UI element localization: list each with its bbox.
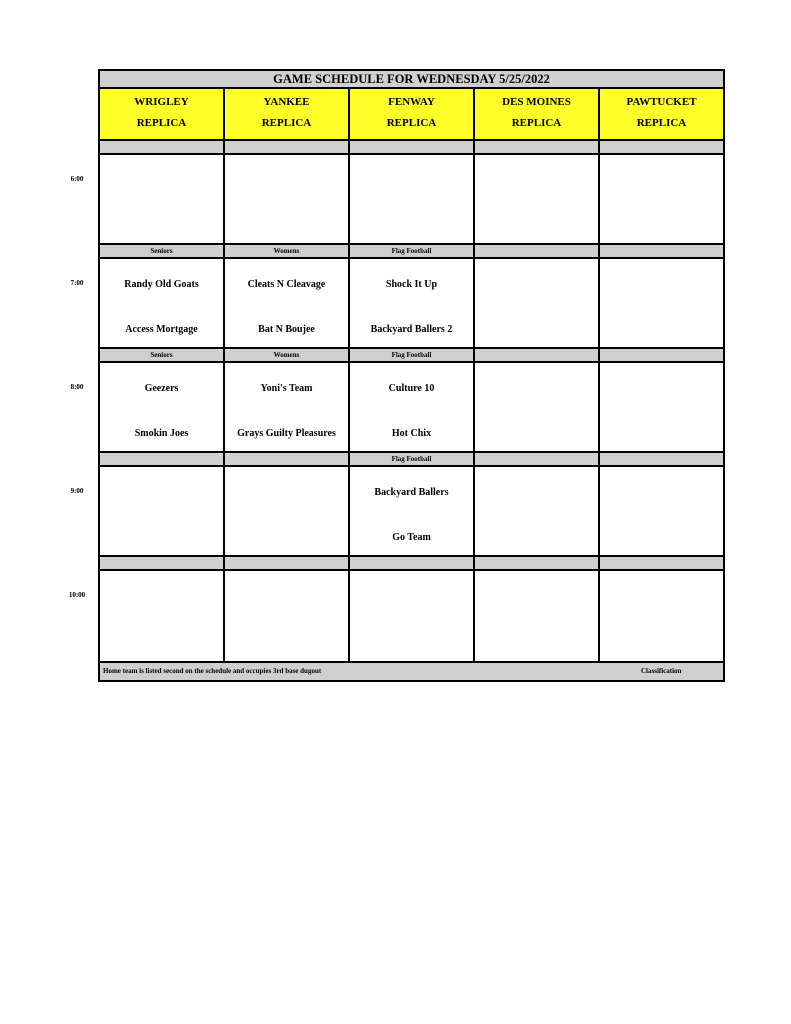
game-cell [100, 467, 225, 557]
division-label [600, 453, 723, 467]
game-cell [600, 363, 723, 453]
game-cell [475, 259, 600, 349]
division-label [475, 557, 600, 571]
visiting-team: Cleats N Cleavage [247, 279, 326, 290]
game-cell [600, 259, 723, 349]
venue-sub: REPLICA [511, 117, 562, 129]
game-cell [225, 363, 350, 453]
game-cell [600, 571, 723, 663]
division-label [475, 349, 600, 363]
home-team: Backyard Ballers 2 [370, 324, 453, 335]
visiting-team: Yoni's Team [260, 383, 313, 394]
division-label: Seniors [100, 349, 225, 363]
division-label: Womens [225, 245, 350, 259]
game-cell [350, 155, 475, 245]
venue-header-pawtucket [600, 89, 723, 141]
division-label: Flag Football [350, 349, 475, 363]
division-label: Womens [225, 349, 350, 363]
home-team: Smokin Joes [134, 428, 189, 439]
division-label [100, 453, 225, 467]
division-label [600, 349, 723, 363]
division-label: Seniors [100, 245, 225, 259]
venue-sub: REPLICA [636, 117, 687, 129]
time-label: 6:00 [70, 175, 84, 183]
venue-header-wrigley [100, 89, 225, 141]
game-cell [350, 259, 475, 349]
venue-name: WRIGLEY [134, 96, 189, 108]
classification-label: Classification [641, 667, 682, 675]
home-team: Go Team [392, 532, 431, 543]
visiting-team: Backyard Ballers [374, 487, 449, 498]
division-label [100, 557, 225, 571]
home-team: Bat N Boujee [258, 324, 315, 335]
game-cell [475, 571, 600, 663]
division-label [600, 557, 723, 571]
venue-name: DES MOINES [502, 96, 571, 108]
game-cell [225, 155, 350, 245]
home-team: Hot Chix [391, 428, 432, 439]
venue-header-yankee [225, 89, 350, 141]
division-label [350, 141, 475, 155]
venue-sub: REPLICA [136, 117, 187, 129]
game-cell [600, 467, 723, 557]
game-cell [100, 571, 225, 663]
venue-sub: REPLICA [261, 117, 312, 129]
division-label: Flag Football [350, 245, 475, 259]
home-team-note: Home team is listed second on the schedule and occupies 3rd base dugout [103, 667, 322, 675]
division-label [225, 141, 350, 155]
division-label [225, 453, 350, 467]
game-cell [475, 363, 600, 453]
venue-name: YANKEE [263, 96, 310, 108]
time-label: 10:00 [68, 591, 86, 599]
home-team: Access Mortgage [125, 324, 198, 335]
schedule-title: GAME SCHEDULE FOR WEDNESDAY 5/25/2022 [100, 71, 723, 89]
home-team: Grays Guilty Pleasures [237, 428, 336, 439]
venue-header-des-moines [475, 89, 600, 141]
division-label [100, 141, 225, 155]
venue-name: FENWAY [388, 96, 435, 108]
time-label: 8:00 [70, 383, 84, 391]
game-cell [600, 155, 723, 245]
game-cell [100, 259, 225, 349]
division-label [350, 557, 475, 571]
division-label [475, 141, 600, 155]
venue-name: PAWTUCKET [626, 96, 697, 108]
visiting-team: Geezers [144, 383, 179, 394]
division-label [600, 141, 723, 155]
schedule-sheet [98, 69, 725, 682]
game-cell [350, 467, 475, 557]
game-cell [225, 571, 350, 663]
game-cell [100, 363, 225, 453]
visiting-team: Shock It Up [385, 279, 438, 290]
visiting-team: Culture 10 [388, 383, 435, 394]
division-label [600, 245, 723, 259]
game-cell [350, 363, 475, 453]
division-label [475, 245, 600, 259]
footer-bar [100, 663, 723, 680]
venue-sub: REPLICA [386, 117, 437, 129]
division-label [225, 557, 350, 571]
game-cell [100, 155, 225, 245]
division-label: Flag Football [350, 453, 475, 467]
game-cell [475, 155, 600, 245]
time-label: 7:00 [70, 279, 84, 287]
division-label [475, 453, 600, 467]
venue-header-fenway [350, 89, 475, 141]
game-cell [225, 259, 350, 349]
visiting-team: Randy Old Goats [124, 279, 199, 290]
game-cell [225, 467, 350, 557]
game-cell [475, 467, 600, 557]
game-cell [350, 571, 475, 663]
time-label: 9:00 [70, 487, 84, 495]
